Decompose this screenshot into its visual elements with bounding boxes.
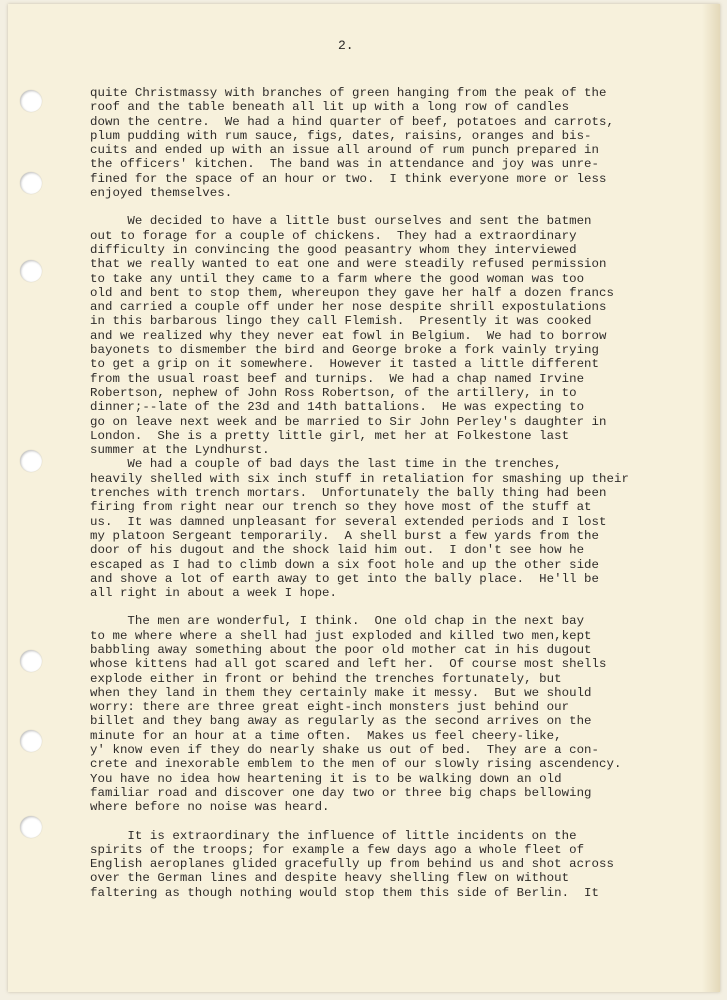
text-line: We had a couple of bad days the last time in the trenches, [90,457,562,472]
text-line: out to forage for a couple of chickens. They had a extraordinary [90,228,577,243]
text-line: worry: there are three great eight-inch monsters just behind our [90,700,570,715]
text-line: and we realized why they never eat fowl in Belgium. We had to borrow [90,328,607,343]
binder-hole-icon [20,816,42,838]
paragraph [90,829,700,900]
text-line: familiar road and discover one day two or three big chaps bellowing [90,785,592,800]
text-line: You have no idea how heartening it is to be walking down an old [90,771,562,786]
text-line: and carried a couple off under her nose despite shrill expostulations [90,300,607,315]
text-line: crete and inexorable emblem to the men of our slowly rising ascendency. [90,757,622,772]
text-line: roof and the table beneath all lit up with a long row of candles [90,100,570,115]
paragraph-gap [90,200,700,214]
text-line: where before no noise was heard. [90,800,330,815]
text-line: the officers' kitchen. The band was in attendance and joy was unre- [90,157,600,172]
text-line: when they land in them they certainly make it messy. But we should [90,685,592,700]
text-line: heavily shelled with six inch stuff in retaliation for smashing up their [90,471,629,486]
text-line: difficulty in convincing the good peasantry whom they interviewed [90,242,577,257]
text-line: go on leave next week and be married to Sir John Perley's daughter in [90,414,607,429]
text-line: explode either in front or behind the trenches fortunately, but [90,671,562,686]
binder-hole-icon [20,260,42,282]
typed-letter-page [8,4,720,992]
text-line: Robertson, nephew of John Ross Robertson, of the artillery, in to [90,385,577,400]
text-line: It is extraordinary the influence of little incidents on the [90,828,577,843]
text-line: to me where where a shell had just exploded and killed two men,kept [90,628,592,643]
paragraph [90,214,700,600]
text-line: firing from right near our trench so they hove most of the stuff at [90,500,592,515]
text-line: to get a grip on it somewhere. However it tasted a little different [90,357,600,372]
text-line: us. It was damned unpleasant for several extended periods and I lost [90,514,607,529]
text-line: and shove a lot of earth away to get into the bally place. He'll be [90,571,600,586]
paragraph-gap [90,815,700,829]
text-line: down the centre. We had a hind quarter of beef, potatoes and carrots, [90,114,614,129]
text-line: cuits and ended up with an issue all around of rum punch prepared in [90,143,600,158]
text-line: plum pudding with rum sauce, figs, dates, raisins, oranges and bis- [90,128,592,143]
text-line: London. She is a pretty little girl, met her at Folkestone last [90,428,570,443]
text-line: spirits of the troops; for example a few days ago a whole fleet of [90,842,585,857]
text-line: faltering as though nothing would stop them this side of Berlin. It [90,885,600,900]
text-line: from the usual roast beef and turnips. We had a chap named Irvine [90,371,585,386]
text-line: trenches with trench mortars. Unfortunately the bally thing had been [90,486,607,501]
text-line: escaped as I had to climb down a six foot hole and up the other side [90,557,600,572]
text-line: door of his dugout and the shock laid him out. I don't see how he [90,543,585,558]
text-line: English aeroplanes glided gracefully up from behind us and shot across [90,857,614,872]
text-line: fined for the space of an hour or two. I think everyone more or less [90,171,607,186]
binder-hole-icon [20,730,42,752]
binder-hole-icon [20,172,42,194]
letter-body [90,86,700,900]
page-number: 2. [338,38,354,53]
text-line: in this barbarous lingo they call Flemish. Presently it was cooked [90,314,592,329]
paragraph [90,614,700,814]
paragraph [90,86,700,200]
text-line: whose kittens had all got scared and left her. Of course most shells [90,657,607,672]
text-line: minute for an hour at a time often. Makes us feel cheery-like, [90,728,562,743]
text-line: old and bent to stop them, whereupon they gave her half a dozen francs [90,285,614,300]
text-line: over the German lines and despite heavy shelling flew on without [90,871,570,886]
text-line: enjoyed themselves. [90,186,233,201]
paragraph-gap [90,600,700,614]
text-line: dinner;--late of the 23d and 14th battalions. He was expecting to [90,400,585,415]
text-line: The men are wonderful, I think. One old chap in the next bay [90,614,585,629]
text-line: babbling away something about the poor old mother cat in his dugout [90,642,592,657]
binder-hole-icon [20,90,42,112]
text-line: my platoon Sergeant temporarily. A shell burst a few yards from the [90,528,600,543]
text-line: We decided to have a little bust ourselves and sent the batmen [90,214,592,229]
text-line: to take any until they came to a farm where the good woman was too [90,271,585,286]
text-line: bayonets to dismember the bird and George broke a fork vainly trying [90,343,600,358]
binder-hole-icon [20,450,42,472]
text-line: all right in about a week I hope. [90,586,338,601]
text-line: quite Christmassy with branches of green hanging from the peak of the [90,86,607,100]
page-edge-shadow [702,4,720,992]
text-line: billet and they bang away as regularly as the second arrives on the [90,714,592,729]
binder-hole-icon [20,650,42,672]
text-line: summer at the Lyndhurst. [90,443,270,458]
text-line: that we really wanted to eat one and were steadily refused permission [90,257,607,272]
text-line: y' know even if they do nearly shake us out of bed. They are a con- [90,743,600,758]
